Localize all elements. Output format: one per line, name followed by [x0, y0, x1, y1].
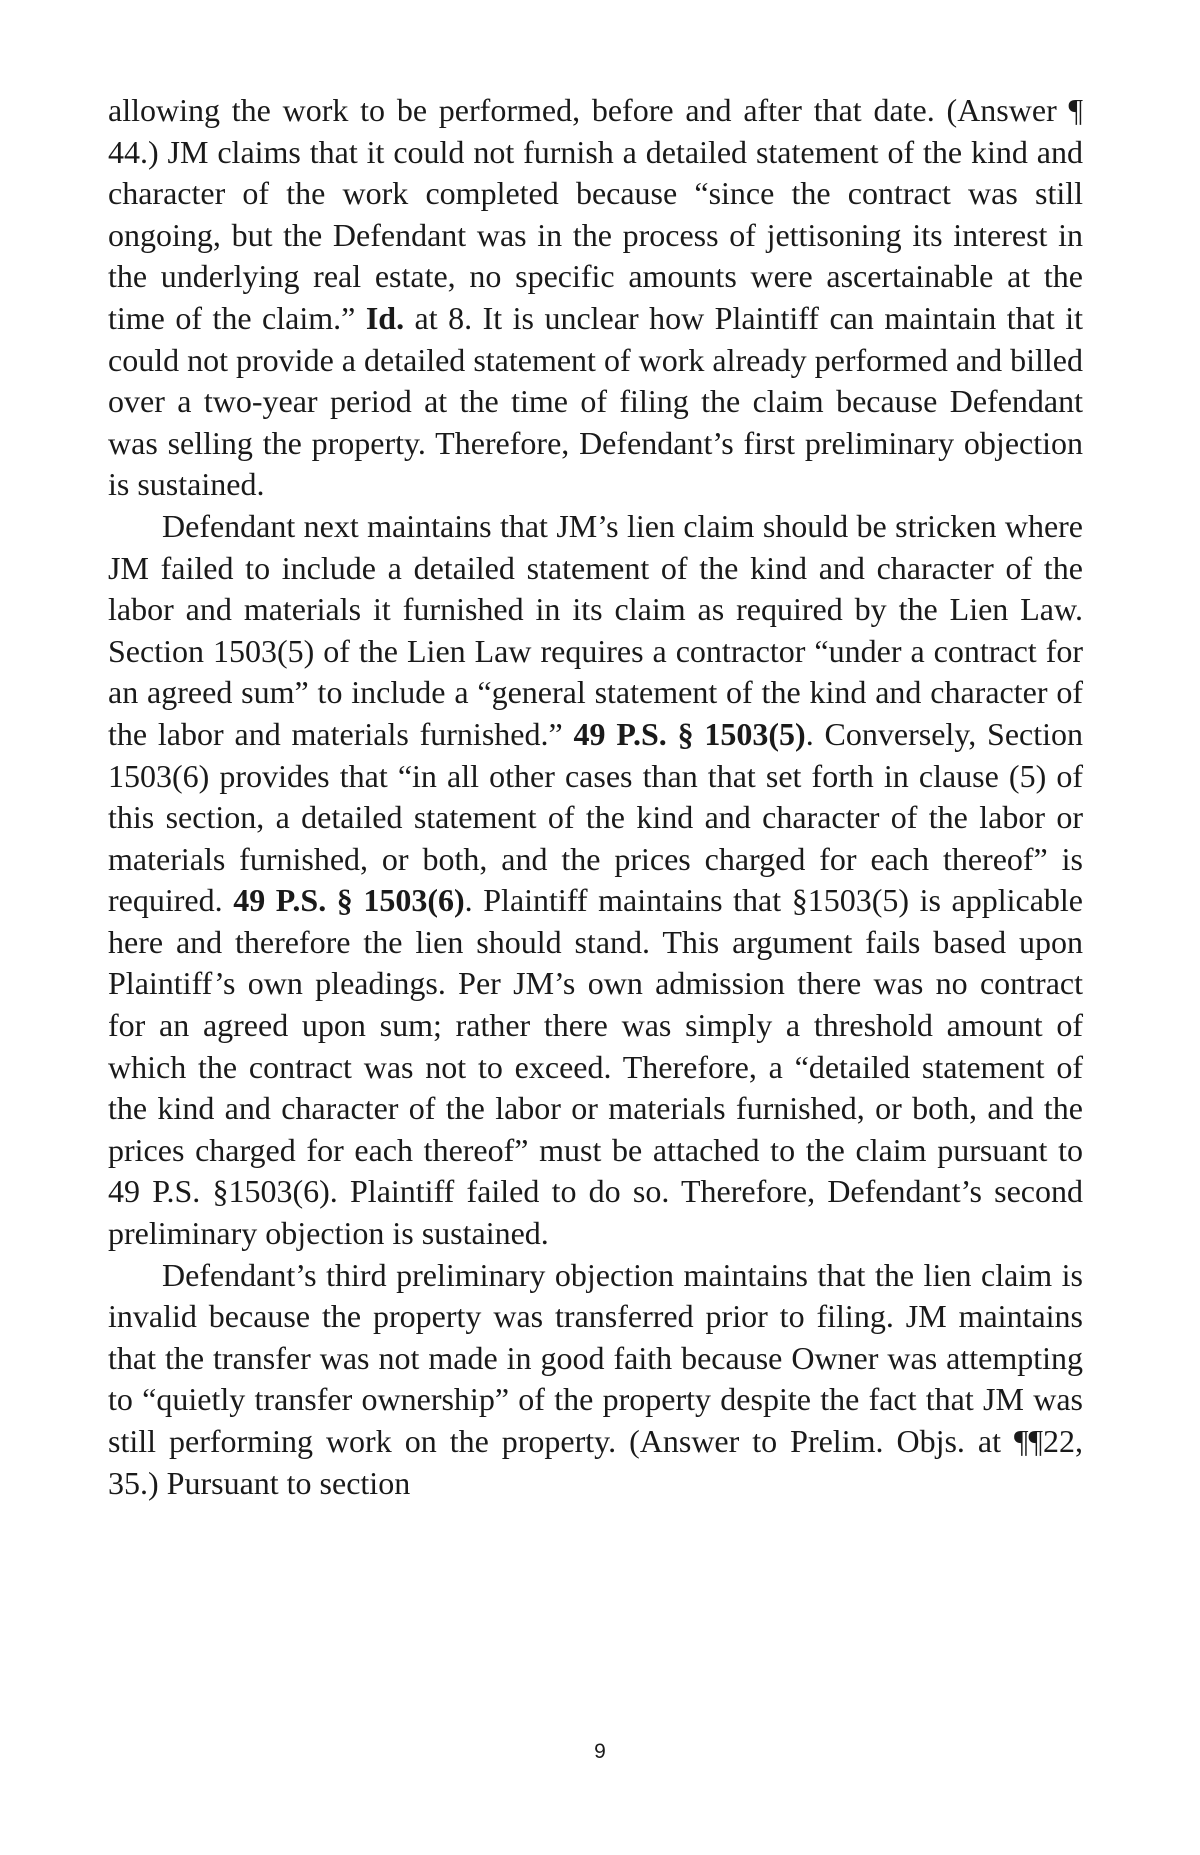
page-number: 9: [594, 1740, 606, 1763]
text-segment: . Plaintiff maintains that §1503(5) is applicable here and therefore the lien should stand. This argument fails based upon Plaintiff’s own pleadings. Per JM’s own admission there was no contract for an agreed upon sum; rather there was simply a threshold amount of which the contract was not to exceed. Therefore, a “detailed statement of the kind and character of the labor or materials furnished, or both, and the prices charged for each thereof” must be attached to the claim pursuant to 49 P.S. §1503(6). Plaintiff failed to do so. Therefore, Defendant’s second preliminary objection is sustained.: [108, 882, 1084, 1252]
text-segment: at 8. It is unclear how Plaintiff can maintain that it could not provide a detailed statement of work already performed and billed over a two-year period at the time of filing the claim because Defendant was selling the property. Therefore, Defendant’s first preliminary objection is sustained.: [108, 299, 1084, 503]
statute-citation: 49 P.S. § 1503(6): [233, 882, 465, 919]
text-segment: . Conversely, Section 1503(6) provides that “in all other cases than that set forth in clause (5) of this section, a detailed statement of the kind and character of the labor or materials furnished, or both, and the prices charged for each thereof” is required.: [108, 715, 1084, 919]
text-segment: Defendant next maintains that JM’s lien claim should be stricken where JM failed to include a detailed statement of the kind and character of the labor and materials it furnished in its claim as required by the Lien Law. Section 1503(5) of the Lien Law requires a contractor “under a contract for an agreed sum” to include a “general statement of the kind and character of the labor and materials furnished.”: [108, 507, 1083, 752]
text-segment: Defendant’s third preliminary objection maintains that the lien claim is invalid because the property was transferred prior to filing. JM maintains that the transfer was not made in good faith because Owner was attempting to “quietly transfer ownership” of the property despite the fact that JM was still performing work on the property. (Answer to Prelim. Objs. at ¶¶22, 35.) Pursuant to section: [108, 1256, 1083, 1501]
document-page: [108, 90, 1083, 1504]
paragraph-third-objection: [108, 1255, 1083, 1505]
statute-citation: 49 P.S. § 1503(5): [573, 715, 806, 752]
paragraph-second-objection: [108, 506, 1083, 1255]
text-segment: allowing the work to be performed, before and after that date. (Answer ¶ 44.) JM claims that it could not furnish a detailed statement of the kind and character of the work completed because “since the contract was still ongoing, but the Defendant was in the process of jettisoning its interest in the underlying real estate, no specific amounts were ascertainable at the time of the claim.”: [108, 92, 1083, 336]
paragraph-continuation: [108, 90, 1083, 506]
citation-id: Id.: [365, 299, 405, 336]
